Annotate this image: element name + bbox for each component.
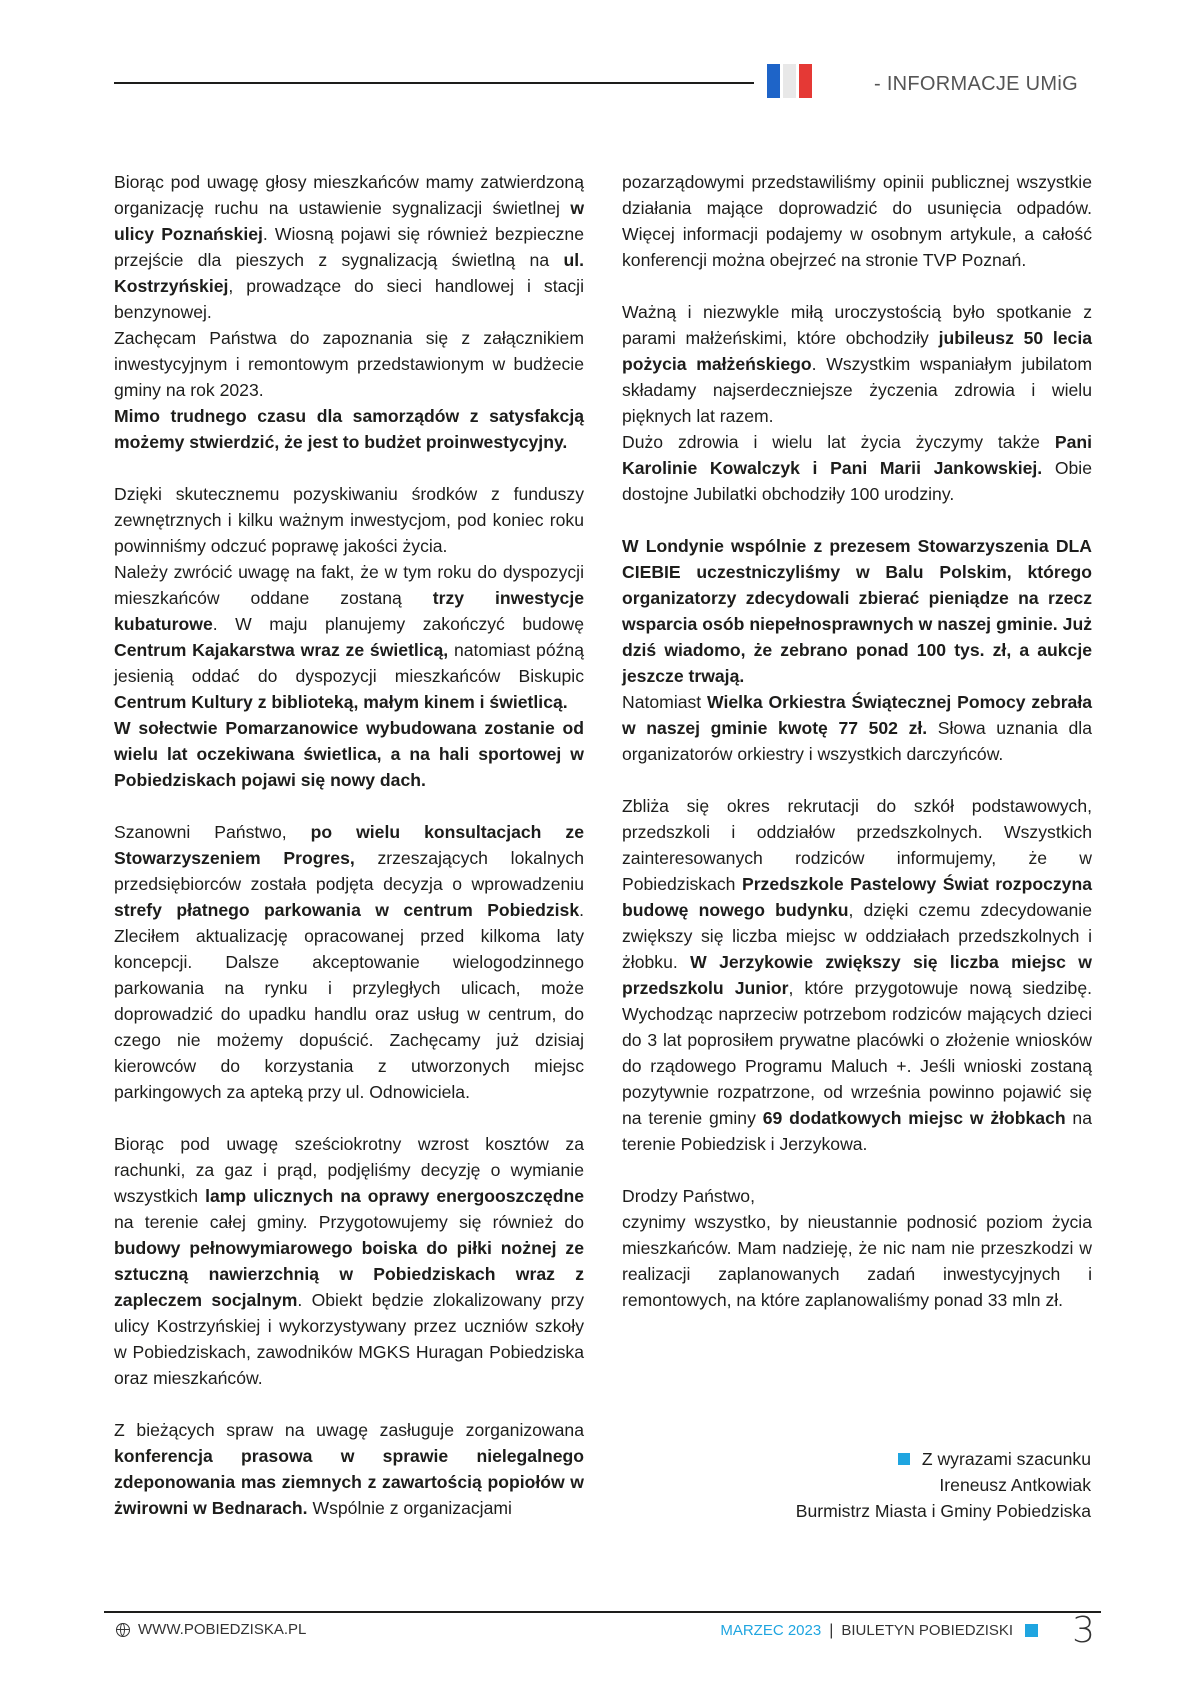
paragraph-gap [114,1105,584,1131]
bold-text: ul. Kostrzyńskiej [114,250,584,296]
paragraph-gap [114,1391,584,1417]
text-run: . W maju planujemy zakończyć budowę [212,614,584,634]
paragraph [114,325,584,403]
footer-website[interactable] [116,1621,306,1638]
text-run: . Wiosną pojawi się również bezpieczne przejście dla pieszych z sygnalizacją świetlną na [114,224,584,270]
text-run: Obie dostojne Jubilatki obchodziły 100 urodziny. [622,458,1092,504]
paragraph-gap [114,793,584,819]
bold-text: w ulicy Poznańskiej [114,198,584,244]
text-run: Szanowni Państwo, [114,822,311,842]
text-run: Słowa uznania dla organizatorów orkiestry i wszystkich darczyńców. [622,718,1092,764]
bold-text: jubileusz 50 lecia pożycia małżeńskiego [622,328,1093,374]
text-run: zrzeszających lokalnych przedsiębiorców została podjęta decyzja o wprowadzeniu [114,848,585,894]
text-run: na terenie całej gminy. Przygotowujemy się również do [114,1212,584,1232]
text-run: na terenie Pobiedzisk i Jerzykowa. [622,1108,1092,1154]
signature-name: Ireneusz Antkowiak [939,1475,1091,1495]
text-run: Ważną i niezwykle miłą uroczystością było spotkanie z parami małżeńskimi, które obchodziły [622,302,1092,348]
text-run: . Zleciłem aktualizację opracowanej przed kilkoma laty koncepcji. Dalsze akceptowanie wielogodzinnego parkowania na rynku i przyległych ulicach, może doprowadzić do upadku handlu oraz usług w centrum, do czego nie możemy dopuścić. Zachęcamy już dzisiaj kierowców do korzystania z utworzonych miejsc parkingowych za apteką przy ul. Odnowiciela. [114,900,584,1102]
paragraph-gap [622,507,1092,533]
section-title: - INFORMACJE UMiG [874,73,1078,95]
bulletin-name: BIULETYN POBIEDZISKI [841,1622,1014,1639]
text-run: Natomiast [622,692,708,712]
paragraph-gap [114,455,584,481]
paragraph [114,715,584,793]
text-run: , które przygotowuje nową siedzibę. Wychodząc naprzeciw potrzebom rodziców mających dzieci do 3 lat poprosiłem prywatne placówki o złożenie wniosków do rządowego Programu Maluch +. Jeśli wnioski zostaną pozytywnie rozpatrzone, od września powinno pojawić się na terenie gminy [622,978,1092,1128]
paragraph [114,169,584,325]
paragraph [114,403,584,455]
paragraph [114,819,584,1105]
paragraph [622,689,1092,767]
text-run: , prowadzące do sieci handlowej i stacji benzynowej. [114,276,584,322]
text-run: Zachęcam Państwa do zapoznania się z załącznikiem inwestycyjnym i remontowym przedstawionym w budżecie gminy na rok 2023. [114,328,584,400]
text-run: Zbliża się okres rekrutacji do szkół podstawowych, przedszkoli i oddziałów przedszkolnych. Wszystkich zainteresowanych rodziców informujemy, że w Pobiedziskach [622,796,1092,894]
text-run: . Obiekt będzie zlokalizowany przy ulicy Kostrzyńskiej i wykorzystywany przez uczniów szkoły w Pobiedziskach, zawodników MGKS Huragan Pobiedziska oraz mieszkańców. [114,1290,585,1388]
bold-text: budowy pełnowymiarowego boiska do piłki nożnej ze sztuczną nawierzchnią w Pobiedziskach wraz z zapleczem socjalnym [114,1238,584,1310]
paragraph [622,533,1092,689]
bold-text: strefy płatnego parkowania w centrum Pobiedzisk [114,900,580,920]
text-run: Biorąc pod uwagę głosy mieszkańców mamy zatwierdzoną organizację ruchu na ustawienie sygnalizacji świetlnej [114,172,584,218]
website-link[interactable]: WWW.POBIEDZISKA.PL [138,1621,307,1638]
bold-text: Przedszkole Pastelowy Świat rozpoczyna budowę nowego budynku [622,874,1092,920]
text-run: , dzięki czemu zdecydowanie zwiększy się liczba miejsc w oddziałach przedszkolnych i żłobku. [622,900,1092,972]
bold-text: 69 dodatkowych miejsc w żłobkach [762,1108,1066,1128]
bold-text: Centrum Kajakarstwa wraz ze świetlicą, [114,640,449,660]
paragraph [622,1209,1092,1313]
paragraph [622,793,1092,1157]
text-run: natomiast późną jesienią oddać do dyspozycji mieszkańców Biskupic [114,640,584,686]
bold-text: po wielu konsultacjach ze Stowarzyszeniem Progres, [114,822,584,868]
paragraph-gap [622,767,1092,793]
bold-text: W Jerzykowie zwiększy się liczba miejsc w przedszkolu Junior [622,952,1092,998]
issue-month: MARZEC 2023 [720,1622,822,1639]
square-bullet-icon [1025,1624,1038,1637]
bold-text: lamp ulicznych na oprawy energooszczędne [205,1186,584,1206]
bold-text: W sołectwie Pomarzanowice wybudowana zostanie od wielu lat oczekiwana świetlica, a na hali sportowej w Pobiedziskach pojawi się nowy dach. [114,718,584,790]
text-run: . Wszystkim wspaniałym jubilatom składamy najserdeczniejsze życzenia zdrowia i wielu pięknych lat razem. [622,354,1092,426]
bold-text: Centrum Kultury z biblioteką, małym kinem i świetlicą. [114,692,568,712]
text-run: pozarządowymi przedstawiliśmy opinii publicznej wszystkie działania mające doprowadzić do usunięcia odpadów. Więcej informacji podajemy w osobnym artykule, a całość konferencji można obejrzeć na stronie TVP Poznań. [622,172,1092,270]
signature-closing: Z wyrazami szacunku [921,1449,1091,1469]
bold-text: Wielka Orkiestra Świątecznej Pomocy zebrała w naszej gminie kwotę 77 502 zł. [622,692,1092,738]
footer-info [720,1610,1095,1651]
paragraph-gap [622,1157,1092,1183]
bold-text: Mimo trudnego czasu dla samorządów z satysfakcją możemy stwierdzić, że jest to budżet proinwestycyjny. [114,406,584,452]
paragraph [114,559,584,715]
bold-text: Pani Karolinie Kowalczyk i Pani Marii Jankowskiej. [622,432,1092,478]
paragraph [622,169,1092,273]
header-rule [114,82,754,84]
paragraph [622,299,1092,429]
article-column-left [114,169,584,1521]
paragraph [114,1417,584,1521]
text-run: Z bieżących spraw na uwagę zasługuje zorganizowana [114,1420,584,1440]
text-run: Wspólnie z organizacjami [307,1498,512,1518]
text-run: Należy zwrócić uwagę na fakt, że w tym roku do dyspozycji mieszkańców oddane zostaną [114,562,584,608]
signature [796,1446,1091,1524]
bold-text: W Londynie wspólnie z prezesem Stowarzyszenia DLA CIEBIE uczestniczyliśmy w Balu Polskim, którego organizatorzy zdecydowali zbierać pieniądze na rzecz wsparcia osób niepełnosprawnych w naszej gminie. Już dziś wiadomo, że zebrano ponad 100 tys. zł, a aukcje jeszcze trwają. [622,536,1092,686]
page-number: 3 [1072,1610,1095,1651]
paragraph [114,1131,584,1391]
flag-icon [767,64,815,98]
paragraph [622,429,1092,507]
globe-icon [116,1623,130,1637]
paragraph-gap [622,273,1092,299]
paragraph [622,1183,1092,1209]
text-run: czynimy wszystko, by nieustannie podnosić poziom życia mieszkańców. Mam nadzieję, że nic nam nie przeszkodzi w realizacji zaplanowanych zadań inwestycyjnych i remontowych, na które zaplanowaliśmy ponad 33 mln zł. [622,1212,1092,1310]
square-bullet-icon [898,1453,910,1465]
signature-title: Burmistrz Miasta i Gminy Pobiedziska [795,1501,1091,1521]
text-run: Dzięki skutecznemu pozyskiwaniu środków z funduszy zewnętrznych i kilku ważnym inwestycjom, pod koniec roku powinniśmy odczuć poprawę jakości życia. [114,484,584,556]
text-run: Drodzy Państwo, [622,1186,755,1206]
bold-text: konferencja prasowa w sprawie nielegalnego zdeponowania mas ziemnych z zawartością popiołów w żwirowni w Bednarach. [114,1446,584,1518]
footer-separator: | [829,1621,834,1639]
article-column-right [622,169,1092,1313]
text-run: Dużo zdrowia i wielu lat życia życzymy także [622,432,1055,452]
text-run: Biorąc pod uwagę sześciokrotny wzrost kosztów za rachunki, za gaz i prąd, podjęliśmy decyzję o wymianie wszystkich [114,1134,584,1206]
paragraph [114,481,584,559]
bold-text: trzy inwestycje kubaturowe [114,588,585,634]
